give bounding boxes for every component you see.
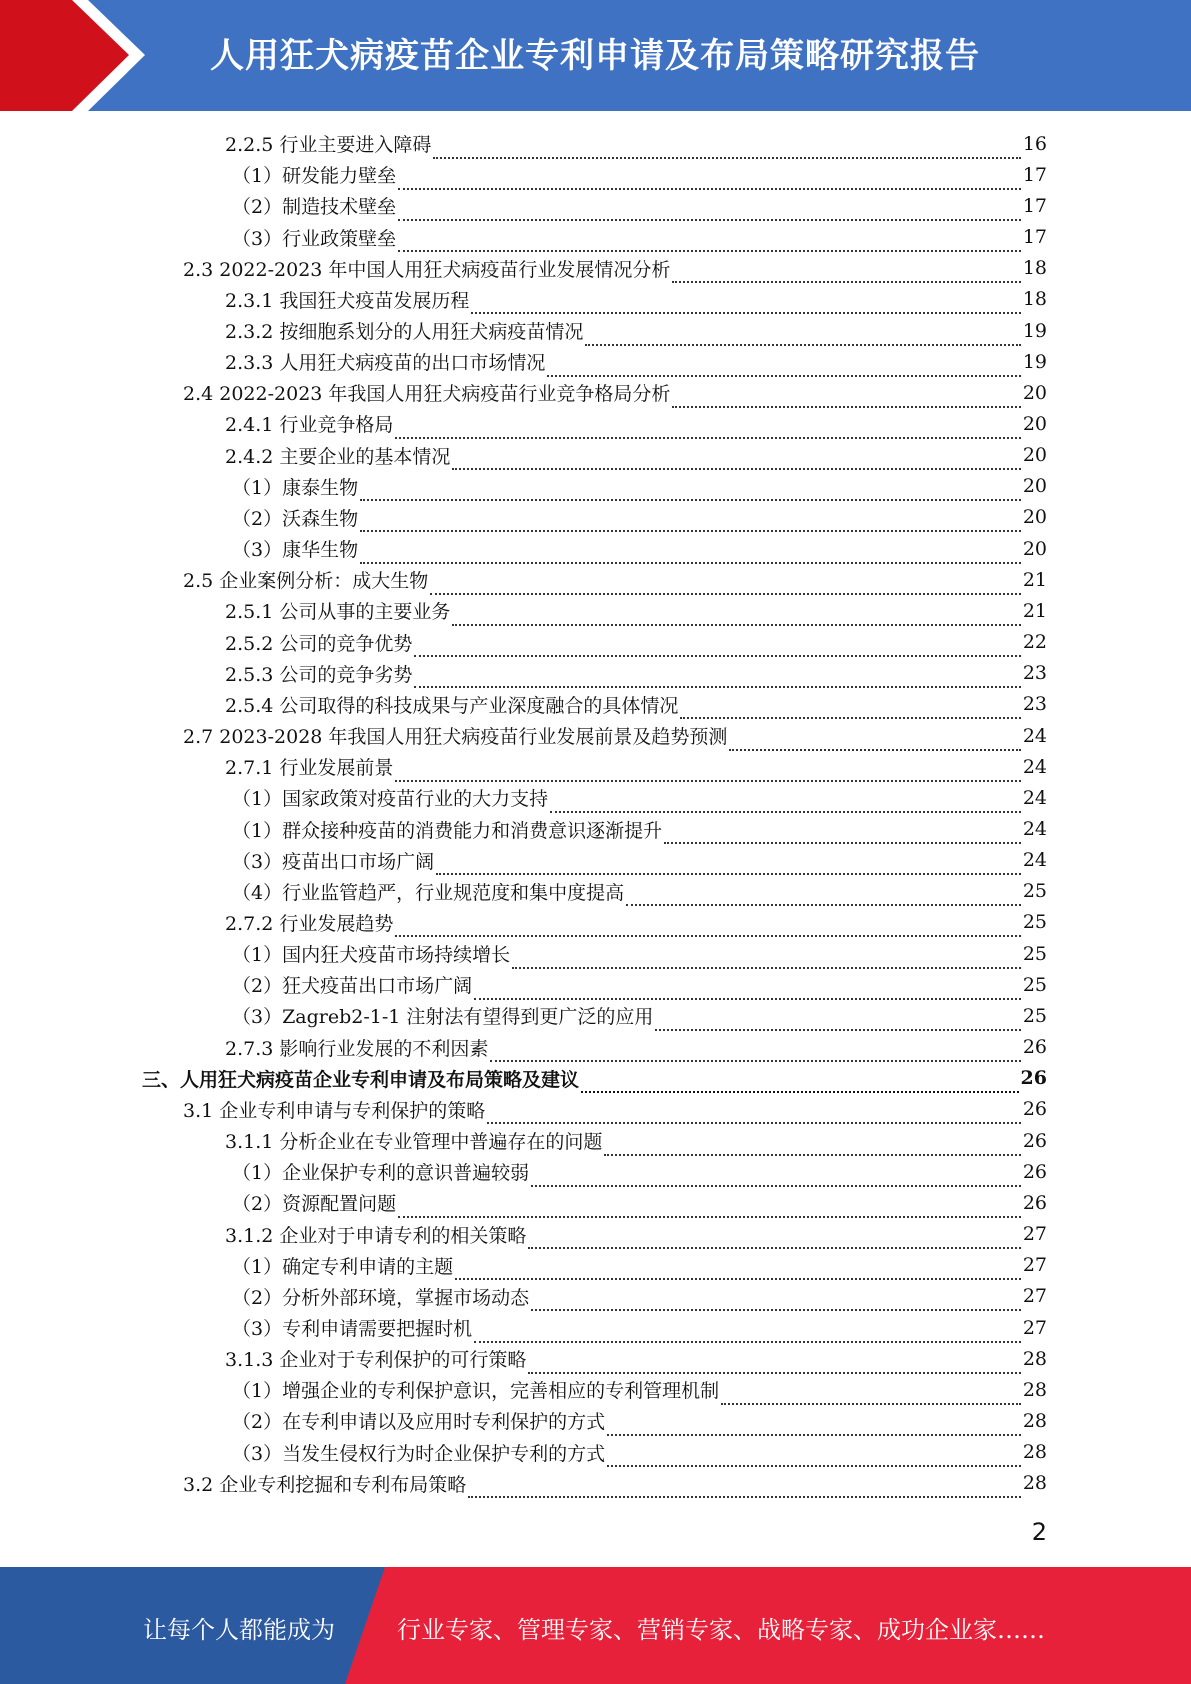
toc-entry[interactable]: [0, 1281, 1191, 1312]
toc-entry[interactable]: [0, 1032, 1191, 1063]
toc-entry-page: 24: [1022, 818, 1047, 841]
toc-entry-title: （1）国家政策对疫苗行业的大力支持: [232, 788, 549, 811]
toc-entry[interactable]: [0, 658, 1191, 689]
toc-entry-title: 2.7.2 行业发展趋势: [225, 912, 394, 935]
toc-entry[interactable]: [0, 1374, 1191, 1405]
toc-entry-page: 25: [1022, 1004, 1047, 1027]
toc-entry-page: 27: [1022, 1285, 1047, 1308]
toc-dot-leader: [664, 820, 1021, 844]
toc-entry-title: （2）在专利申请以及应用时专利保护的方式: [232, 1411, 606, 1434]
toc-entry[interactable]: [0, 1343, 1191, 1374]
toc-dot-leader: [607, 1412, 1021, 1436]
toc-entry-title: 2.3.1 我国狂犬疫苗发展历程: [225, 289, 470, 312]
toc-entry-title: 2.4 2022-2023 年我国人用狂犬病疫苗行业竞争格局分析: [183, 383, 671, 406]
toc-entry-title: 2.7.3 影响行业发展的不利因素: [225, 1037, 489, 1060]
toc-entry-page: 25: [1022, 911, 1047, 934]
toc-dot-leader: [547, 353, 1020, 377]
toc-entry-page: 17: [1022, 226, 1047, 249]
toc-entry[interactable]: [0, 159, 1191, 190]
toc-dot-leader: [398, 1194, 1021, 1218]
toc-entry-title: 2.4.2 主要企业的基本情况: [225, 445, 451, 468]
toc-entry-page: 24: [1022, 849, 1047, 872]
toc-dot-leader: [471, 290, 1020, 314]
toc-entry[interactable]: [0, 845, 1191, 876]
toc-dot-leader: [430, 571, 1021, 595]
toc-entry-page: 28: [1022, 1378, 1047, 1401]
toc-entry[interactable]: [0, 408, 1191, 439]
toc-entry-page: 23: [1022, 662, 1047, 685]
toc-entry[interactable]: [0, 253, 1191, 284]
toc-entry[interactable]: [0, 128, 1191, 159]
toc-entry[interactable]: [0, 627, 1191, 658]
page-number: 2: [1031, 1518, 1047, 1546]
toc-entry-title: 3.1.2 企业对于申请专利的相关策略: [225, 1224, 527, 1247]
toc-dot-leader: [512, 945, 1021, 969]
toc-dot-leader: [436, 851, 1021, 875]
toc-entry[interactable]: [0, 564, 1191, 595]
toc-entry-page: 28: [1022, 1409, 1047, 1432]
toc-entry-title: 3.2 企业专利挖掘和专利布局策略: [183, 1473, 467, 1496]
toc-entry-page: 16: [1022, 132, 1047, 155]
toc-entry-title: （2）狂犬疫苗出口市场广阔: [232, 975, 473, 998]
toc-entry[interactable]: [0, 813, 1191, 844]
toc-entry-page: 18: [1022, 288, 1047, 311]
toc-entry-title: （3）Zagreb2-1-1 注射法有望得到更广泛的应用: [232, 1006, 654, 1029]
toc-entry[interactable]: [0, 1468, 1191, 1499]
toc-dot-leader: [528, 1350, 1020, 1374]
toc-entry-title: 2.3.2 按细胞系划分的人用狂犬病疫苗情况: [225, 321, 584, 344]
toc-entry[interactable]: [0, 315, 1191, 346]
toc-entry-title: 2.2.5 行业主要进入障碍: [225, 134, 432, 157]
toc-dot-leader: [721, 1381, 1021, 1405]
toc-entry-title: 2.3.3 人用狂犬病疫苗的出口市场情况: [225, 352, 546, 375]
toc-entry[interactable]: [0, 938, 1191, 969]
toc-dot-leader: [395, 415, 1020, 439]
toc-entry-page: 25: [1022, 942, 1047, 965]
toc-entry-page: 26: [1022, 1129, 1047, 1152]
toc-dot-leader: [395, 758, 1020, 782]
toc-entry-page: 28: [1022, 1441, 1047, 1464]
toc-entry-title: （1）增强企业的专利保护意识，完善相应的专利管理机制: [232, 1380, 720, 1403]
toc-entry-title: （3）康华生物: [232, 539, 359, 562]
toc-dot-leader: [604, 1132, 1020, 1156]
toc-entry-page: 27: [1022, 1316, 1047, 1339]
toc-entry-title: （1）国内狂犬疫苗市场持续增长: [232, 944, 511, 967]
toc-entry-title: （1）确定专利申请的主题: [232, 1255, 454, 1278]
toc-entry[interactable]: [0, 720, 1191, 751]
toc-entry-page: 20: [1022, 506, 1047, 529]
toc-dot-leader: [531, 1163, 1021, 1187]
toc-entry-page: 23: [1022, 693, 1047, 716]
toc-entry-page: 26: [1020, 1067, 1047, 1090]
toc-entry-title: （3）当发生侵权行为时企业保护专利的方式: [232, 1442, 606, 1465]
toc-dot-leader: [729, 727, 1020, 751]
toc-entry[interactable]: [0, 876, 1191, 907]
toc-entry[interactable]: [0, 907, 1191, 938]
toc-dot-leader: [581, 1069, 1019, 1093]
toc-entry-title: （4）行业监管趋严，行业规范度和集中度提高: [232, 881, 625, 904]
toc-entry[interactable]: [0, 190, 1191, 221]
toc-entry-page: 28: [1022, 1347, 1047, 1370]
toc-entry-page: 21: [1022, 568, 1047, 591]
toc-entry-title: （2）资源配置问题: [232, 1193, 397, 1216]
toc-entry-title: 2.4.1 行业竞争格局: [225, 414, 394, 437]
toc-entry-page: 27: [1022, 1223, 1047, 1246]
toc-entry[interactable]: [0, 1187, 1191, 1218]
toc-dot-leader: [655, 1007, 1020, 1031]
toc-entry[interactable]: [0, 533, 1191, 564]
toc-dot-leader: [528, 1225, 1020, 1249]
toc-entry-title: （1）群众接种疫苗的消费能力和消费意识逐渐提升: [232, 819, 663, 842]
toc-entry[interactable]: [0, 1125, 1191, 1156]
toc-entry-page: 25: [1022, 973, 1047, 996]
toc-dot-leader: [455, 1256, 1021, 1280]
toc-dot-leader: [550, 789, 1021, 813]
toc-entry-page: 18: [1022, 257, 1047, 280]
toc-entry-page: 26: [1022, 1036, 1047, 1059]
toc-entry[interactable]: [0, 969, 1191, 1000]
toc-entry-page: 26: [1022, 1160, 1047, 1183]
toc-dot-leader: [433, 135, 1020, 159]
toc-entry[interactable]: [0, 1250, 1191, 1281]
toc-dot-leader: [672, 384, 1020, 408]
toc-entry-page: 19: [1022, 350, 1047, 373]
toc-dot-leader: [474, 1319, 1021, 1343]
toc-entry-title: 2.5.4 公司取得的科技成果与产业深度融合的具体情况: [225, 694, 679, 717]
toc-entry[interactable]: [0, 471, 1191, 502]
toc-entry-title: （3）行业政策壁垒: [232, 227, 397, 250]
toc-entry-title: （1）企业保护专利的意识普遍较弱: [232, 1162, 530, 1185]
toc-dot-leader: [672, 259, 1020, 283]
toc-dot-leader: [398, 228, 1021, 252]
toc-entry-page: 20: [1022, 475, 1047, 498]
toc-entry-page: 19: [1022, 319, 1047, 342]
toc-entry-page: 21: [1022, 599, 1047, 622]
toc-entry-page: 24: [1022, 786, 1047, 809]
toc-entry[interactable]: [0, 1405, 1191, 1436]
toc-entry[interactable]: [0, 1156, 1191, 1187]
toc-entry[interactable]: [0, 502, 1191, 533]
toc-entry-page: 17: [1022, 194, 1047, 217]
toc-entry-page: 20: [1022, 444, 1047, 467]
toc-entry-title: 2.3 2022-2023 年中国人用狂犬病疫苗行业发展情况分析: [183, 258, 671, 281]
toc-entry-page: 20: [1022, 537, 1047, 560]
toc-entry[interactable]: [0, 284, 1191, 315]
toc-entry-title: （2）分析外部环境，掌握市场动态: [232, 1286, 530, 1309]
toc-entry-title: （1）康泰生物: [232, 476, 359, 499]
toc-dot-leader: [360, 477, 1021, 501]
toc-dot-leader: [474, 976, 1021, 1000]
toc-entry[interactable]: [0, 346, 1191, 377]
toc-entry[interactable]: [0, 1094, 1191, 1125]
toc-dot-leader: [468, 1474, 1021, 1498]
toc-entry[interactable]: [0, 782, 1191, 813]
toc-entry-page: 20: [1022, 381, 1047, 404]
toc-entry-title: 2.5 企业案例分析：成大生物: [183, 570, 429, 593]
toc-entry-page: 17: [1022, 163, 1047, 186]
toc-entry[interactable]: [0, 1437, 1191, 1468]
toc-dot-leader: [360, 540, 1021, 564]
footer-slogan-right: 行业专家、管理专家、营销专家、战略专家、成功企业家……: [397, 1616, 1045, 1644]
toc-entry-title: 3.1 企业专利申请与专利保护的策略: [183, 1099, 486, 1122]
toc-dot-leader: [452, 602, 1020, 626]
toc-entry-title: 3.1.3 企业对于专利保护的可行策略: [225, 1349, 527, 1372]
toc-entry-title: 三、人用狂犬病疫苗企业专利申请及布局策略及建议: [142, 1068, 580, 1091]
toc-dot-leader: [398, 166, 1021, 190]
table-of-contents: [0, 128, 1191, 1499]
footer-slogan-left: 让每个人都能成为: [143, 1616, 335, 1644]
toc-entry[interactable]: [0, 689, 1191, 720]
toc-dot-leader: [531, 1287, 1021, 1311]
toc-dot-leader: [607, 1443, 1021, 1467]
toc-entry-title: （3）专利申请需要把握时机: [232, 1318, 473, 1341]
toc-entry-page: 24: [1022, 724, 1047, 747]
toc-entry[interactable]: [0, 1063, 1191, 1094]
toc-entry-title: （1）研发能力壁垒: [232, 165, 397, 188]
toc-entry-title: 2.5.2 公司的竞争优势: [225, 632, 413, 655]
report-title: 人用狂犬病疫苗企业专利申请及布局策略研究报告: [210, 36, 980, 76]
toc-entry[interactable]: [0, 1000, 1191, 1031]
toc-entry-page: 27: [1022, 1254, 1047, 1277]
toc-entry-title: （3）疫苗出口市场广阔: [232, 850, 435, 873]
toc-entry-page: 26: [1022, 1098, 1047, 1121]
header-banner: [0, 0, 1191, 111]
toc-dot-leader: [360, 508, 1021, 532]
toc-entry[interactable]: [0, 440, 1191, 471]
toc-entry-title: （2）制造技术壁垒: [232, 196, 397, 219]
toc-entry-title: 2.5.3 公司的竞争劣势: [225, 663, 413, 686]
toc-dot-leader: [398, 197, 1021, 221]
toc-entry-page: 24: [1022, 755, 1047, 778]
toc-entry-page: 28: [1022, 1472, 1047, 1495]
toc-dot-leader: [414, 664, 1020, 688]
toc-entry-title: 3.1.1 分析企业在专业管理中普遍存在的问题: [225, 1131, 603, 1154]
toc-entry-page: 26: [1022, 1191, 1047, 1214]
toc-entry-title: 2.7.1 行业发展前景: [225, 757, 394, 780]
toc-entry-page: 20: [1022, 412, 1047, 435]
toc-entry[interactable]: [0, 221, 1191, 252]
toc-entry[interactable]: [0, 1218, 1191, 1249]
toc-entry[interactable]: [0, 377, 1191, 408]
toc-entry-title: 2.7 2023-2028 年我国人用狂犬病疫苗行业发展前景及趋势预测: [183, 726, 728, 749]
toc-dot-leader: [680, 695, 1020, 719]
toc-entry[interactable]: [0, 595, 1191, 626]
toc-entry[interactable]: [0, 751, 1191, 782]
toc-dot-leader: [414, 633, 1020, 657]
toc-dot-leader: [490, 1038, 1020, 1062]
toc-dot-leader: [395, 913, 1020, 937]
toc-dot-leader: [585, 322, 1020, 346]
toc-entry-page: 25: [1022, 880, 1047, 903]
toc-dot-leader: [487, 1100, 1021, 1124]
footer-banner: [0, 1567, 1191, 1684]
toc-entry-page: 22: [1022, 631, 1047, 654]
toc-dot-leader: [452, 446, 1020, 470]
toc-entry[interactable]: [0, 1312, 1191, 1343]
toc-dot-leader: [626, 882, 1021, 906]
toc-entry-title: 2.5.1 公司从事的主要业务: [225, 601, 451, 624]
toc-entry-title: （2）沃森生物: [232, 507, 359, 530]
